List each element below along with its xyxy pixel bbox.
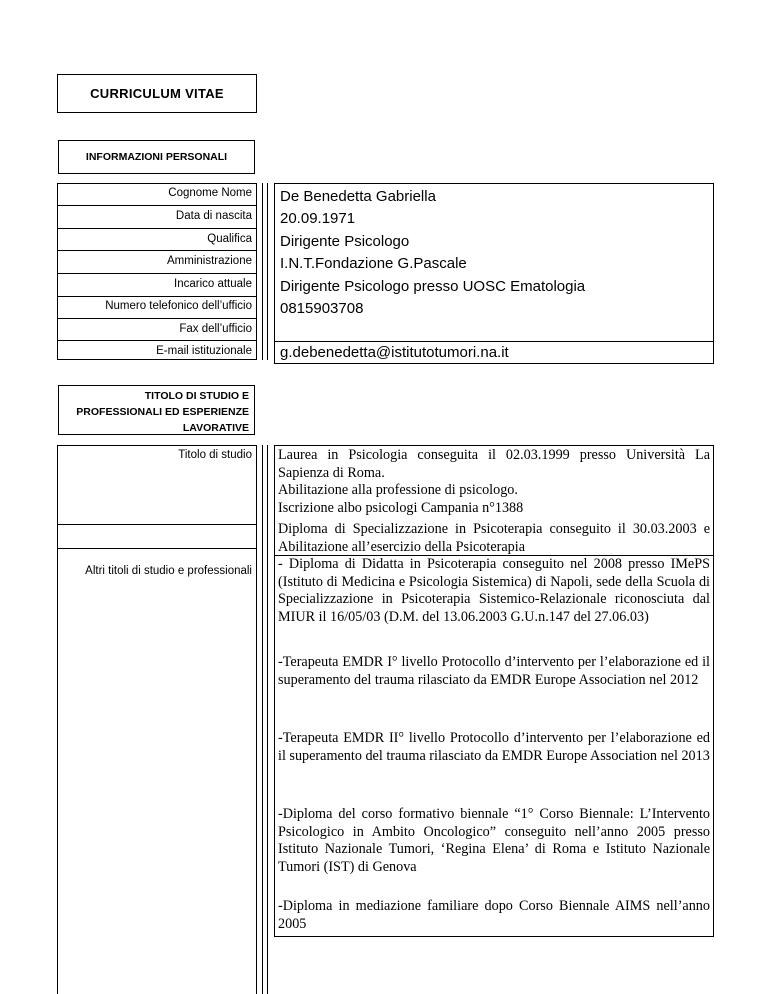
titolo-line-2: Abilitazione alla professione di psicologo.	[278, 482, 518, 498]
label-altri-titoli: Altri titoli di studio e professionali	[85, 565, 252, 577]
value-qualifica: Dirigente Psicologo	[280, 233, 410, 250]
mediazione: -Diploma in mediazione familiare dopo Corso Biennale AIMS nell’anno 2005	[278, 898, 710, 932]
biennale-text	[278, 806, 710, 876]
label-incarico: Incarico attuale	[174, 278, 252, 290]
label-amministrazione: Amministrazione	[167, 255, 252, 267]
value-amministrazione: I.N.T.Fondazione G.Pascale	[280, 255, 467, 272]
titolo-studio-text	[278, 447, 710, 517]
cv-heading-box	[57, 74, 257, 113]
didatta-text	[278, 556, 710, 626]
biennale: -Diploma del corso formativo biennale “1° Corso Biennale: L’Intervento Psicologico in Ambito Oncologico” conseguito nell’anno 2005 presso Istituto Nazionale Tumori, ‘Regina Elena’ di Roma e Istituto Nazionale Tumori (IST) di Genova	[278, 806, 710, 875]
value-cognome-nome: De Benedetta Gabriella	[280, 188, 436, 205]
titolo-line-1: Laurea in Psicologia conseguita il 02.03.1999 presso Università La Sapienza di Roma.	[278, 447, 710, 481]
emdr1: -Terapeuta EMDR I° livello Protocollo d’intervento per l’elaborazione ed il superamento del trauma rilasciato da EMDR Europe Association nel 2012	[278, 654, 710, 688]
education-title-line-1: TITOLO DI STUDIO E	[144, 390, 249, 402]
label-fax: Fax dell’ufficio	[179, 323, 252, 335]
value-email: g.debenedetta@istitutotumori.na.it	[280, 344, 509, 361]
info-section-title-box	[58, 140, 255, 174]
label-data-nascita: Data di nascita	[175, 210, 252, 222]
education-labels-column	[57, 445, 257, 994]
titolo-line-3: Iscrizione albo psicologi Campania n°1388	[278, 499, 524, 516]
education-section-title-box	[58, 385, 255, 435]
education-separator	[262, 445, 268, 994]
value-data-nascita: 20.09.1971	[280, 210, 356, 227]
label-cognome-nome: Cognome Nome	[168, 187, 252, 199]
info-section-title: INFORMAZIONI PERSONALI	[85, 151, 228, 163]
value-incarico: Dirigente Psicologo presso UOSC Ematologia	[280, 278, 586, 295]
specializzazione-text	[278, 521, 710, 556]
label-email: E-mail istituzionale	[156, 345, 252, 357]
emdr1-text	[278, 654, 710, 689]
didatta: - Diploma di Didatta in Psicoterapia conseguito nel 2008 presso IMePS (Istituto di Medicina e Psicologia Sistemica) di Napoli, sede della Scuola di Specializzazione in Psicoterapia Sistemico-Relazionale riconosciuta dal MIUR il 16/05/03 (D.M. del 13.06.2003 G.U.n.147 del 27.06.03)	[278, 556, 710, 625]
education-title-line-2: PROFESSIONALI ED ESPERIENZE	[76, 406, 249, 418]
label-telefono: Numero telefonico dell’ufficio	[105, 300, 252, 312]
specializzazione: Diploma di Specializzazione in Psicoterapia conseguito il 30.03.2003 e Abilitazione all’esercizio della Psicoterapia	[278, 521, 710, 555]
label-qualifica: Qualifica	[207, 233, 252, 245]
education-title-line-3: LAVORATIVE	[182, 422, 249, 434]
emdr2-text	[278, 730, 710, 765]
mediazione-text	[278, 898, 710, 933]
column-separator	[262, 183, 268, 360]
label-titolo-studio: Titolo di studio	[178, 449, 252, 461]
cv-heading: CURRICULUM VITAE	[90, 86, 224, 101]
value-telefono: 0815903708	[280, 300, 364, 317]
emdr2: -Terapeuta EMDR II° livello Protocollo d’intervento per l’elaborazione ed il superamento del trauma rilasciato da EMDR Europe Association nel 2013	[278, 730, 710, 764]
